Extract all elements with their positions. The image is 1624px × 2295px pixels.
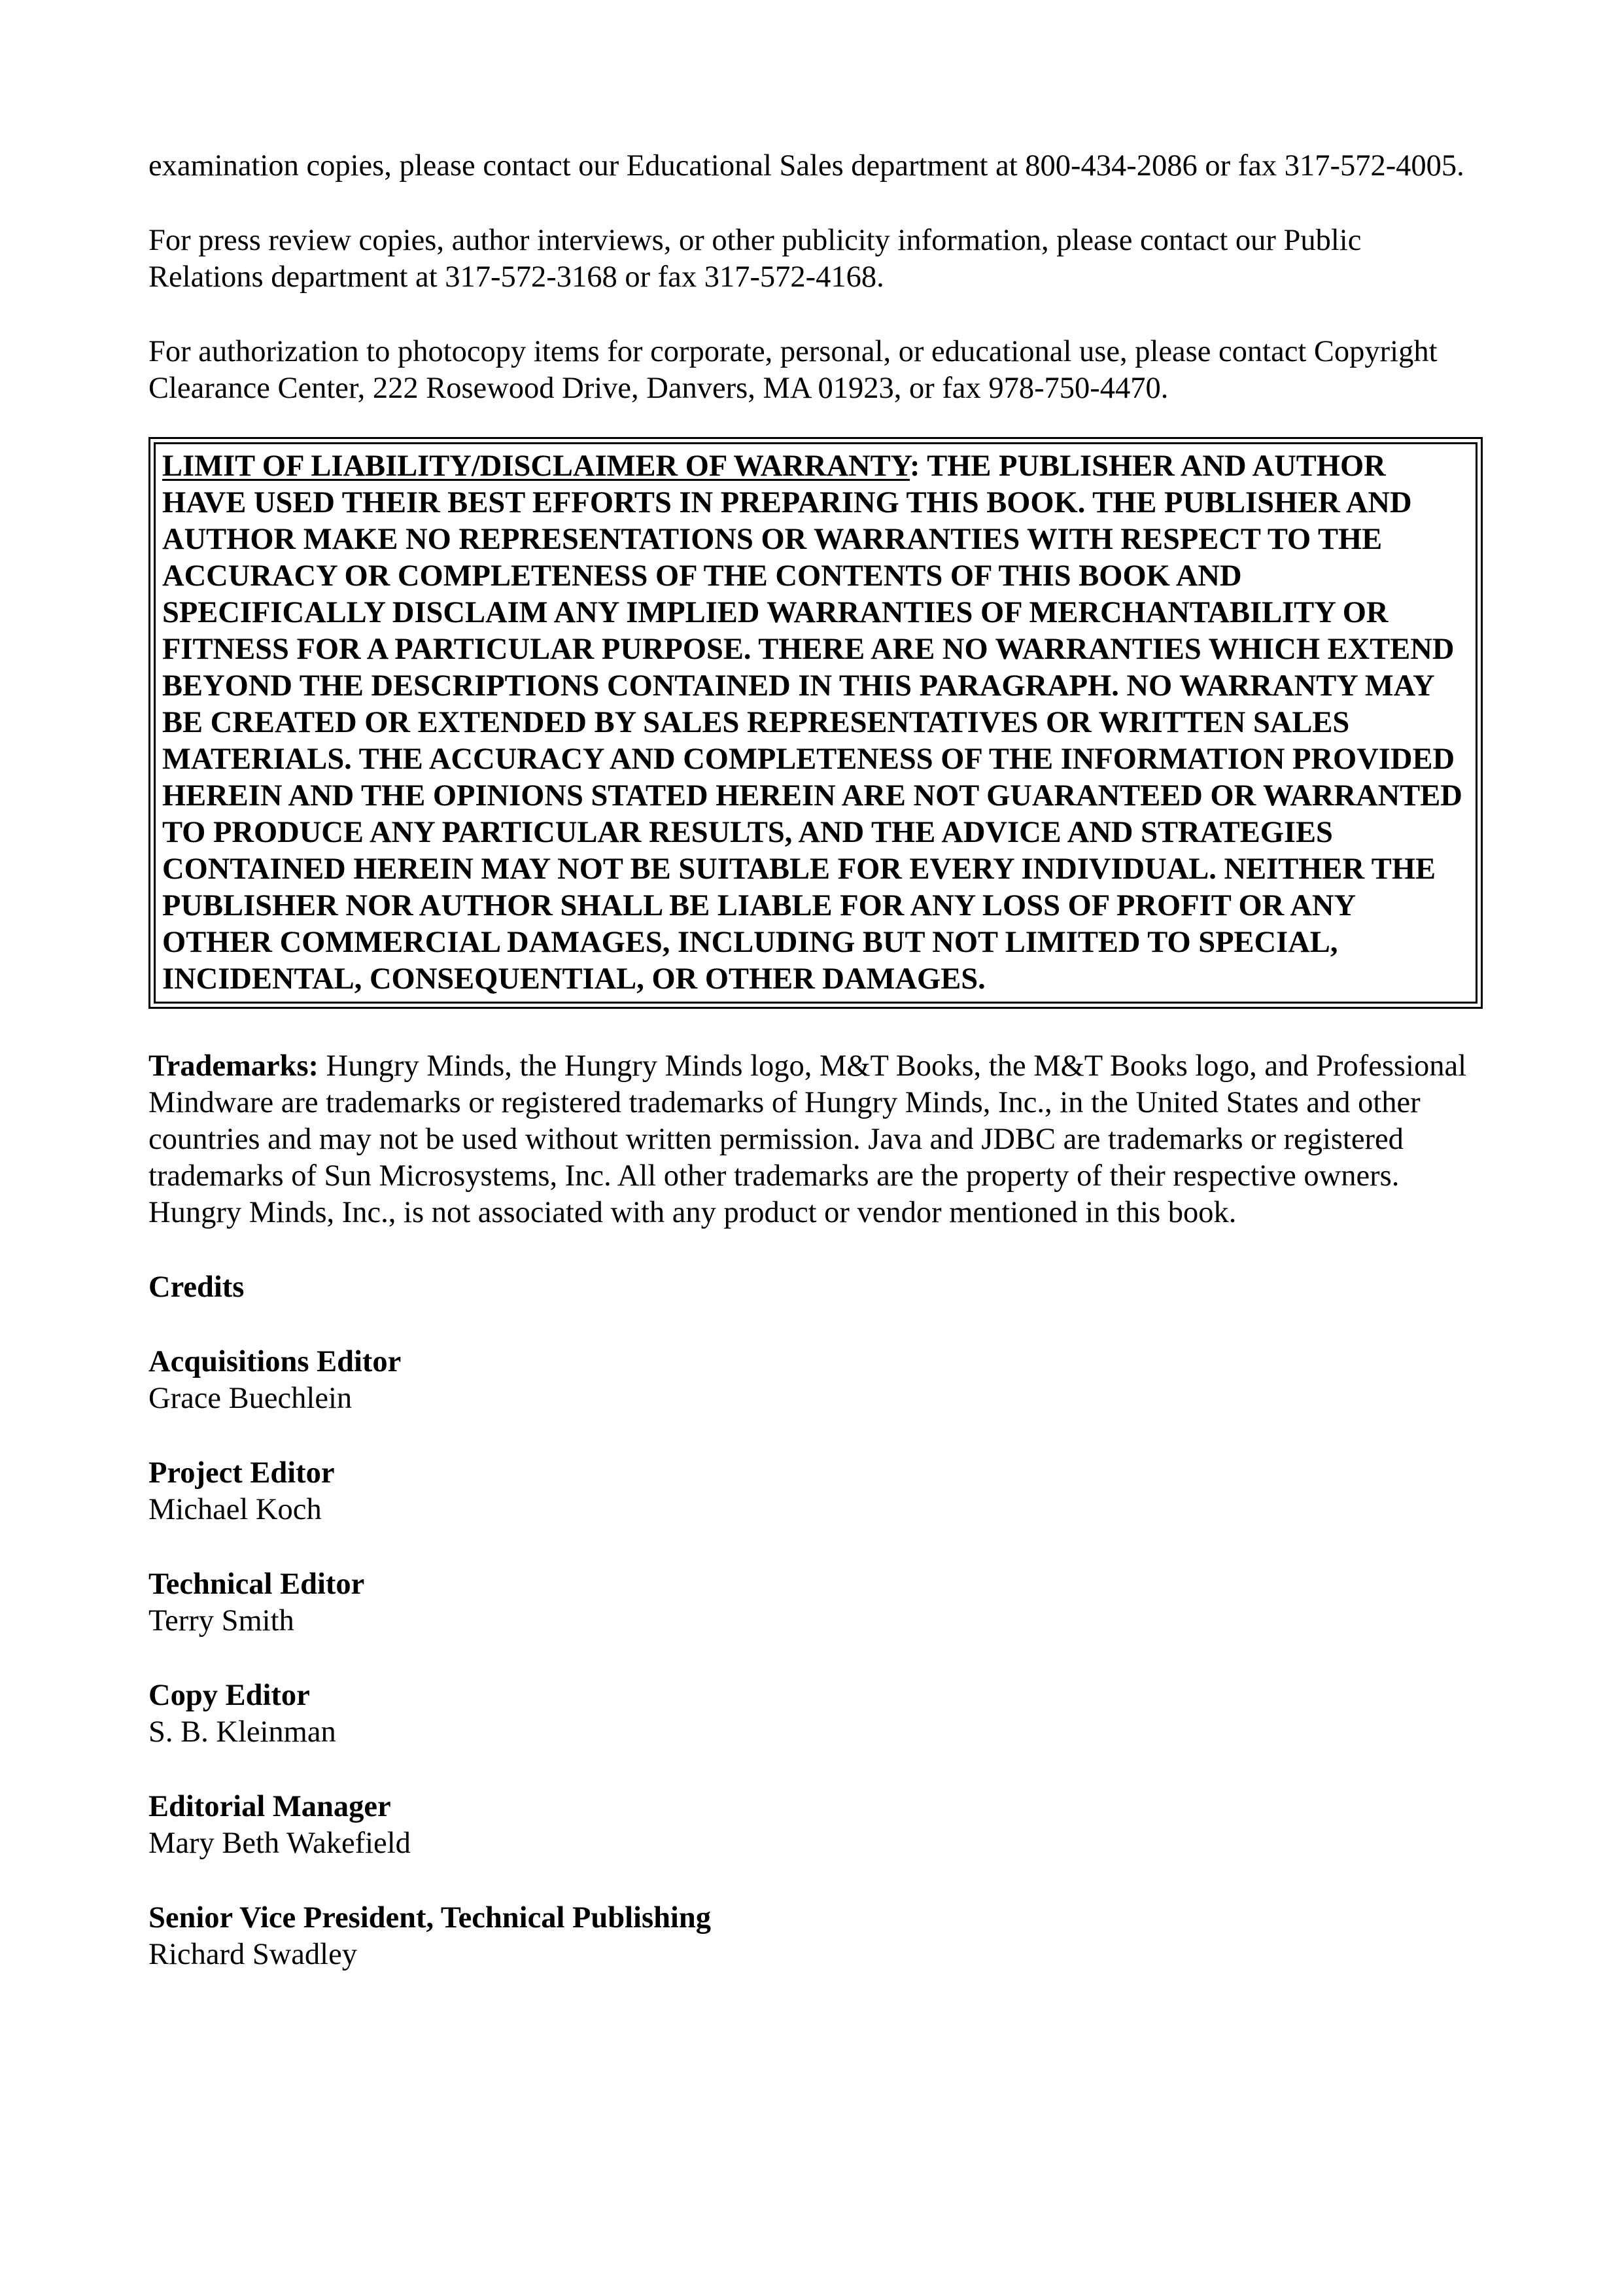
credit-role: Copy Editor (148, 1679, 310, 1712)
disclaimer-body: : THE PUBLISHER AND AUTHOR HAVE USED THEIR BEST EFFORTS IN PREPARING THIS BOOK. THE PUBLISHER AND AUTHOR MAKE NO REPRESENTATIONS OR WARRANTIES WITH RESPECT TO THE ACCURACY OR COMPLETENESS OF THE CONTENTS OF THIS BOOK AND SPECIFICALLY DISCLAIM ANY IMPLIED WARRANTIES OF MERCHANTABILITY OR FITNESS FOR A PARTICULAR PURPOSE. THERE ARE NO WARRANTIES WHICH EXTEND BEYOND THE DESCRIPTIONS CONTAINED IN THIS PARAGRAPH. NO WARRANTY MAY BE CREATED OR EXTENDED BY SALES REPRESENTATIVES OR WRITTEN SALES MATERIALS. THE ACCURACY AND COMPLETENESS OF THE INFORMATION PROVIDED HEREIN AND THE OPINIONS STATED HEREIN ARE NOT GUARANTEED OR WARRANTED TO PRODUCE ANY PARTICULAR RESULTS, AND THE ADVICE AND STRATEGIES CONTAINED HEREIN MAY NOT BE SUITABLE FOR EVERY INDIVIDUAL. NEITHER THE PUBLISHER NOR AUTHOR SHALL BE LIABLE FOR ANY LOSS OF PROFIT OR ANY OTHER COMMERCIAL DAMAGES, INCLUDING BUT NOT LIMITED TO SPECIAL, INCIDENTAL, CONSEQUENTIAL, OR OTHER DAMAGES. (162, 449, 1462, 996)
credit-entry (148, 1455, 1483, 1528)
credit-role: Editorial Manager (148, 1790, 391, 1823)
credit-name: Grace Buechlein (148, 1382, 353, 1415)
credit-name: Richard Swadley (148, 1938, 357, 1971)
disclaimer-box-inner (154, 442, 1477, 1004)
disclaimer-box (148, 437, 1483, 1009)
credit-role: Senior Vice President, Technical Publishing (148, 1901, 711, 1935)
credit-name: S. B. Kleinman (148, 1715, 336, 1749)
photocopy-authorization-paragraph: For authorization to photocopy items for corporate, personal, or educational use, please contact Copyright Clearance Center, 222 Rosewood Drive, Danvers, MA 01923, or fax 978-750-4470. (148, 335, 1438, 405)
trademarks-label: Trademarks: (148, 1049, 319, 1083)
educational-sales-paragraph: examination copies, please contact our Educational Sales department at 800-434-2086 or fax 317-572-4005. (148, 149, 1464, 183)
disclaimer-heading: LIMIT OF LIABILITY/DISCLAIMER OF WARRANTY (162, 449, 910, 483)
credit-name: Michael Koch (148, 1493, 322, 1526)
credit-role: Acquisitions Editor (148, 1345, 402, 1378)
credit-role: Technical Editor (148, 1568, 365, 1601)
disclaimer-text (162, 448, 1469, 998)
document-page (148, 148, 1483, 2011)
credit-entry (148, 1677, 1483, 1751)
credit-entry (148, 1566, 1483, 1639)
credit-role: Project Editor (148, 1456, 335, 1490)
credit-entry (148, 1900, 1483, 1973)
credits-title: Credits (148, 1270, 245, 1304)
credit-name: Mary Beth Wakefield (148, 1827, 411, 1860)
trademarks-text: Hungry Minds, the Hungry Minds logo, M&T Books, the M&T Books logo, and Professional Mindware are trademarks or registered trademarks of Hungry Minds, Inc., in the United States and other countries and may not be used without written permission. Java and JDBC are trademarks or registered trademarks of Sun Microsystems, Inc. All other trademarks are the property of their respective owners. Hungry Minds, Inc., is not associated with any product or vendor mentioned in this book. (148, 1049, 1466, 1229)
press-review-paragraph: For press review copies, author interviews, or other publicity information, please contact our Public Relations department at 317-572-3168 or fax 317-572-4168. (148, 224, 1362, 294)
credits-list (148, 1344, 1483, 1973)
credit-entry (148, 1344, 1483, 1417)
credit-entry (148, 1789, 1483, 1862)
trademarks-paragraph (148, 1048, 1483, 1231)
credit-name: Terry Smith (148, 1604, 294, 1638)
